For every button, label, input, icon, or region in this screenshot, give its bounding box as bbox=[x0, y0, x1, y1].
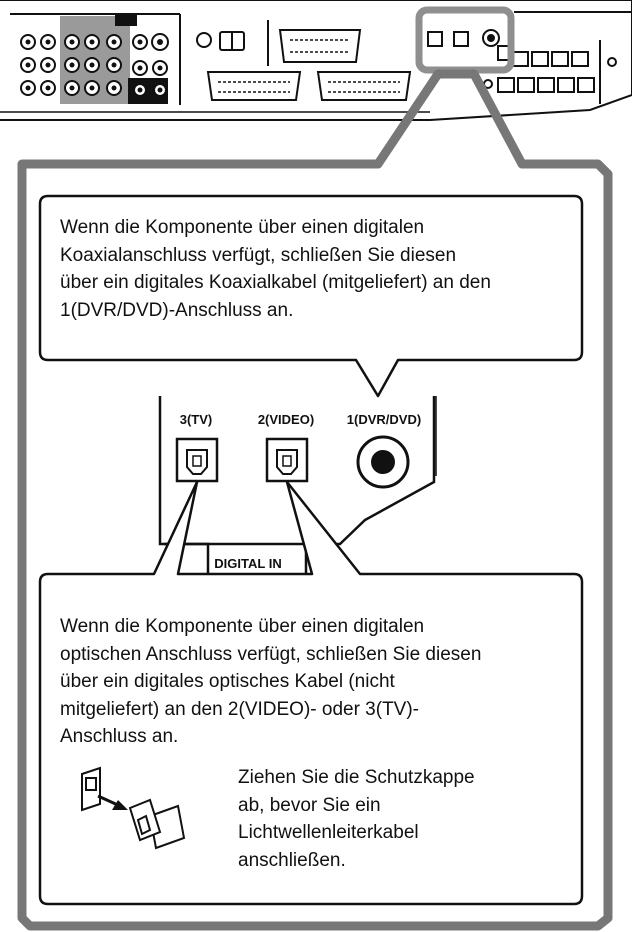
optical-line-4: mitgeliefert) an den 2(VIDEO)- oder 3(TV)- bbox=[60, 698, 420, 720]
coax-instruction-text bbox=[60, 214, 580, 324]
cap-line-2: ab, bevor Sie ein bbox=[238, 794, 381, 816]
port-label-video: 2(VIDEO) bbox=[257, 412, 315, 427]
cap-removal-note bbox=[238, 764, 578, 874]
optical-port-tv bbox=[177, 439, 217, 481]
coax-line-3: über ein digitales Koaxialkabel (mitgeliefert) an den bbox=[60, 272, 491, 293]
cap-line-3: Lichtwellenleiterkabel bbox=[238, 822, 419, 843]
cap-line-1: Ziehen Sie die Schutzkappe bbox=[238, 767, 475, 788]
coax-line-4: 1(DVR/DVD)-Anschluss an. bbox=[60, 299, 294, 321]
coax-line-1: Wenn die Komponente über einen digitalen bbox=[60, 217, 425, 238]
optical-line-3: über ein digitales optisches Kabel (nicht bbox=[60, 671, 395, 692]
optical-line-1: Wenn die Komponente über einen digitalen bbox=[60, 616, 425, 637]
port-label-dvr-dvd: 1(DVR/DVD) bbox=[346, 412, 422, 427]
cap-line-4: anschließen. bbox=[238, 849, 346, 871]
port-label-tv: 3(TV) bbox=[179, 412, 213, 427]
optical-instruction-text bbox=[60, 613, 580, 751]
coax-line-2: Koaxialanschluss verfügt, schließen Sie diesen bbox=[60, 244, 457, 266]
coaxial-port-dvr-dvd bbox=[358, 437, 408, 487]
digital-in-label: DIGITAL IN bbox=[214, 556, 282, 571]
optical-line-5: Anschluss an. bbox=[60, 726, 179, 747]
optical-port-video bbox=[267, 439, 307, 481]
optical-line-2: optischen Anschluss verfügt, schließen Sie diesen bbox=[60, 643, 482, 665]
